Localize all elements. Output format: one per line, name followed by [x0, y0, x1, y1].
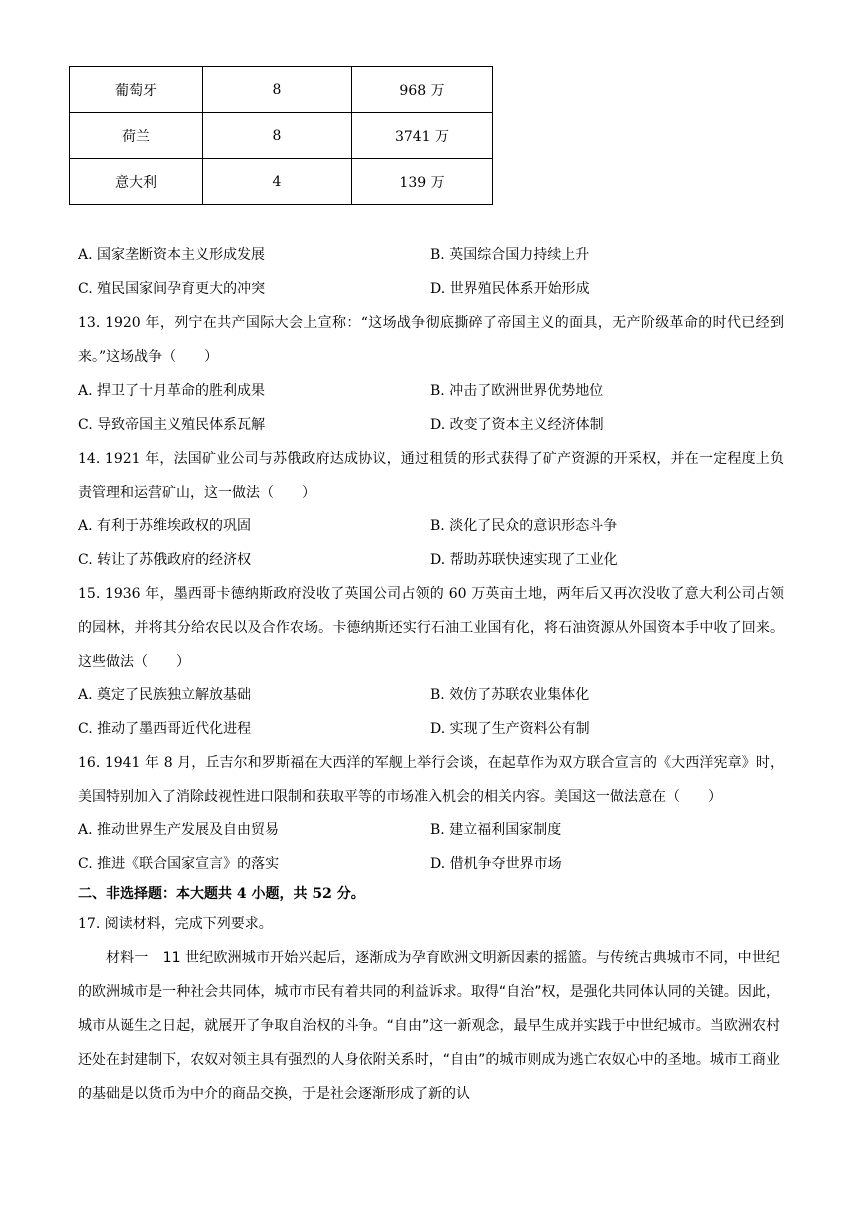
table-cell: 139 万 [352, 159, 493, 205]
q16-option-b: B. 建立福利国家制度 [430, 822, 562, 838]
table-row [70, 159, 493, 205]
q14-option-b: B. 淡化了民众的意识形态斗争 [430, 518, 618, 534]
q14-option-a: A. 有利于苏维埃政权的巩固 [78, 518, 252, 534]
data-table [69, 66, 493, 205]
q17-stem: 17. 阅读材料，完成下列要求。 [78, 916, 273, 932]
q15-option-d: D. 实现了生产资料公有制 [430, 721, 590, 737]
q13-option-b: B. 冲击了欧洲世界优势地位 [430, 383, 604, 399]
table-cell: 8 [203, 113, 352, 159]
q15-option-b: B. 效仿了苏联农业集体化 [430, 687, 590, 703]
q12-option-a: A. 国家垄断资本主义形成发展 [78, 247, 266, 263]
table-cell: 3741 万 [352, 113, 493, 159]
q15-option-a: A. 奠定了民族独立解放基础 [78, 687, 252, 703]
table-cell: 4 [203, 159, 352, 205]
table-cell: 意大利 [70, 159, 203, 205]
q16-option-d: D. 借机争夺世界市场 [430, 856, 562, 872]
table-cell: 葡萄牙 [70, 67, 203, 113]
table-row [70, 67, 493, 113]
table-row [70, 113, 493, 159]
q13-option-a: A. 捍卫了十月革命的胜利成果 [78, 383, 266, 399]
q14-stem: 14. 1921 年，法国矿业公司与苏俄政府达成协议，通过租赁的形式获得了矿产资源的开采权，并在一定程度上负责管理和运营矿山，这一做法（ ） [78, 451, 784, 501]
q15-option-c: C. 推动了墨西哥近代化进程 [78, 721, 252, 737]
q17-material: 材料一 11 世纪欧洲城市开始兴起后，逐渐成为孕育欧洲文明新因素的摇篮。与传统古典城市不同，中世纪的欧洲城市是一种社会共同体，城市市民有着共同的利益诉求。取得“自治”权，是强化共同体认同的关键。因此，城市从诞生之日起，就展开了争取自治权的斗争。“自由”这一新观念，最早生成并实践于中世纪城市。当欧洲农村还处在封建制下，农奴对领主具有强烈的人身依附关系时，“自由”的城市则成为逃亡农奴心中的圣地。城市工商业的基础是以货币为中介的商品交换，于是社会逐渐形成了新的认 [78, 950, 780, 1102]
q16-option-a: A. 推动世界生产发展及自由贸易 [78, 822, 280, 838]
section-heading: 二、非选择题：本大题共 4 小题，共 52 分。 [78, 886, 365, 902]
q14-option-d: D. 帮助苏联快速实现了工业化 [430, 552, 618, 568]
q16-option-c: C. 推进《联合国家宣言》的落实 [78, 856, 280, 872]
q12-option-b: B. 英国综合国力持续上升 [430, 247, 590, 263]
q16-stem: 16. 1941 年 8 月，丘吉尔和罗斯福在大西洋的军舰上举行会谈，在起草作为双方联合宣言的《大西洋宪章》时，美国特别加入了消除歧视性进口限制和获取平等的市场准入机会的相关内容。美国这一做法意在（ ） [78, 755, 784, 805]
table-cell: 968 万 [352, 67, 493, 113]
q13-stem: 13. 1920 年，列宁在共产国际大会上宣称：“这场战争彻底撕碎了帝国主义的面具，无产阶级革命的时代已经到来。”这场战争（ ） [78, 315, 784, 365]
q12-option-d: D. 世界殖民体系开始形成 [430, 281, 590, 297]
q13-option-d: D. 改变了资本主义经济体制 [430, 417, 604, 433]
q15-stem: 15. 1936 年，墨西哥卡德纳斯政府没收了英国公司占领的 60 万英亩土地，两年后又再次没收了意大利公司占领的园林，并将其分给农民以及合作农场。卡德纳斯还实行石油工业国有化，将石油资源从外国资本手中收了回来。这些做法（ ） [78, 586, 784, 670]
q13-option-c: C. 导致帝国主义殖民体系瓦解 [78, 417, 266, 433]
q12-option-c: C. 殖民国家间孕育更大的冲突 [78, 281, 266, 297]
q14-option-c: C. 转让了苏俄政府的经济权 [78, 552, 252, 568]
table-cell: 8 [203, 67, 352, 113]
table-cell: 荷兰 [70, 113, 203, 159]
